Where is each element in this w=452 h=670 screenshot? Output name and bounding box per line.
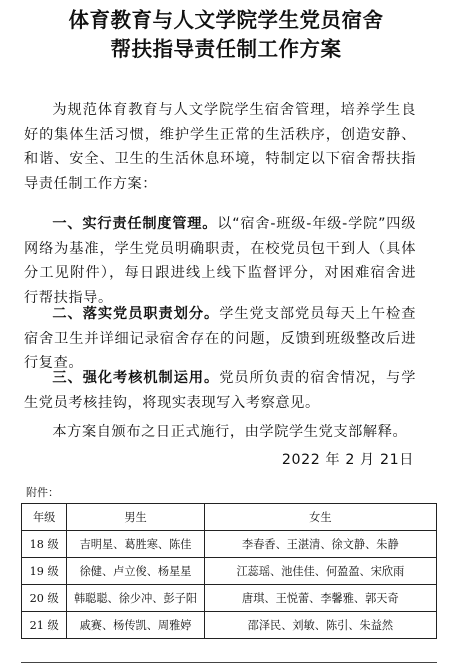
section-3-body: 党员所负责的宿舍情况，与学生党员考核挂钩，将现实表现写入考察意见。 (24, 370, 416, 411)
male-cell: 徐健、卢立俊、杨星星 (67, 558, 204, 585)
header-grade: 年级 (22, 504, 67, 531)
document-date: 2022 年 2 月 21日 (281, 452, 414, 468)
section-1-paragraph (24, 212, 416, 310)
female-cell: 李春香、王湛清、徐文静、朱静 (204, 531, 436, 558)
header-male: 男生 (67, 504, 204, 531)
table-row (22, 558, 437, 585)
grade-cell: 18 级 (22, 531, 67, 558)
section-1-heading: 一、实行责任制度管理。 (52, 216, 218, 232)
assignment-table (21, 503, 437, 639)
male-cell: 韩聪聪、徐少冲、彭子阳 (67, 585, 204, 612)
section-2-paragraph (24, 302, 416, 376)
table-row (22, 531, 437, 558)
grade-cell: 21 级 (22, 612, 67, 639)
section-1-body: 以“宿舍-班级-年级-学院”四级网络为基准，学生党员明确职责，在校党员包干到人（具体分工见附件），每日跟进线上线下监督评分，对困难宿舍进行帮扶指导。 (24, 216, 416, 306)
title-line-2: 帮扶指导责任制工作方案 (110, 37, 342, 61)
section-2-heading: 二、落实党员职责划分。 (52, 306, 220, 322)
female-cell: 江蕊瑶、池佳佳、何盈盈、宋欣雨 (204, 558, 436, 585)
header-female: 女生 (204, 504, 436, 531)
table-row (22, 612, 437, 639)
section-2-body: 学生党支部党员每天上午检查宿舍卫生并详细记录宿舍存在的问题，反馈到班级整改后进行复查。 (24, 306, 416, 372)
section-3-heading: 三、强化考核机制运用。 (52, 370, 220, 386)
section-3-paragraph (24, 366, 416, 415)
bottom-divider (21, 662, 437, 663)
grade-cell: 20 级 (22, 585, 67, 612)
intro-paragraph: 为规范体育教育与人文学院学生宿舍管理，培养学生良好的集体生活习惯，维护学生正常的生活秩序，创造安静、和谐、安全、卫生的生活休息环境，特制定以下宿舍帮扶指导责任制工作方案： (24, 102, 416, 192)
grade-cell: 19 级 (22, 558, 67, 585)
female-cell: 唐琪、王悦蕾、李馨雅、郭天奇 (204, 585, 436, 612)
attachment-label: 附件： (26, 486, 59, 499)
table-row (22, 585, 437, 612)
table-header-row (22, 504, 437, 531)
female-cell: 邵泽民、刘敏、陈引、朱益然 (204, 612, 436, 639)
male-cell: 戚赛、杨传凯、周雅婷 (67, 612, 204, 639)
male-cell: 吉明星、葛胜寒、陈佳 (67, 531, 204, 558)
title-line-1: 体育教育与人文学院学生党员宿舍 (68, 8, 384, 32)
closing-paragraph: 本方案自颁布之日正式施行，由学院学生党支部解释。 (52, 424, 408, 440)
